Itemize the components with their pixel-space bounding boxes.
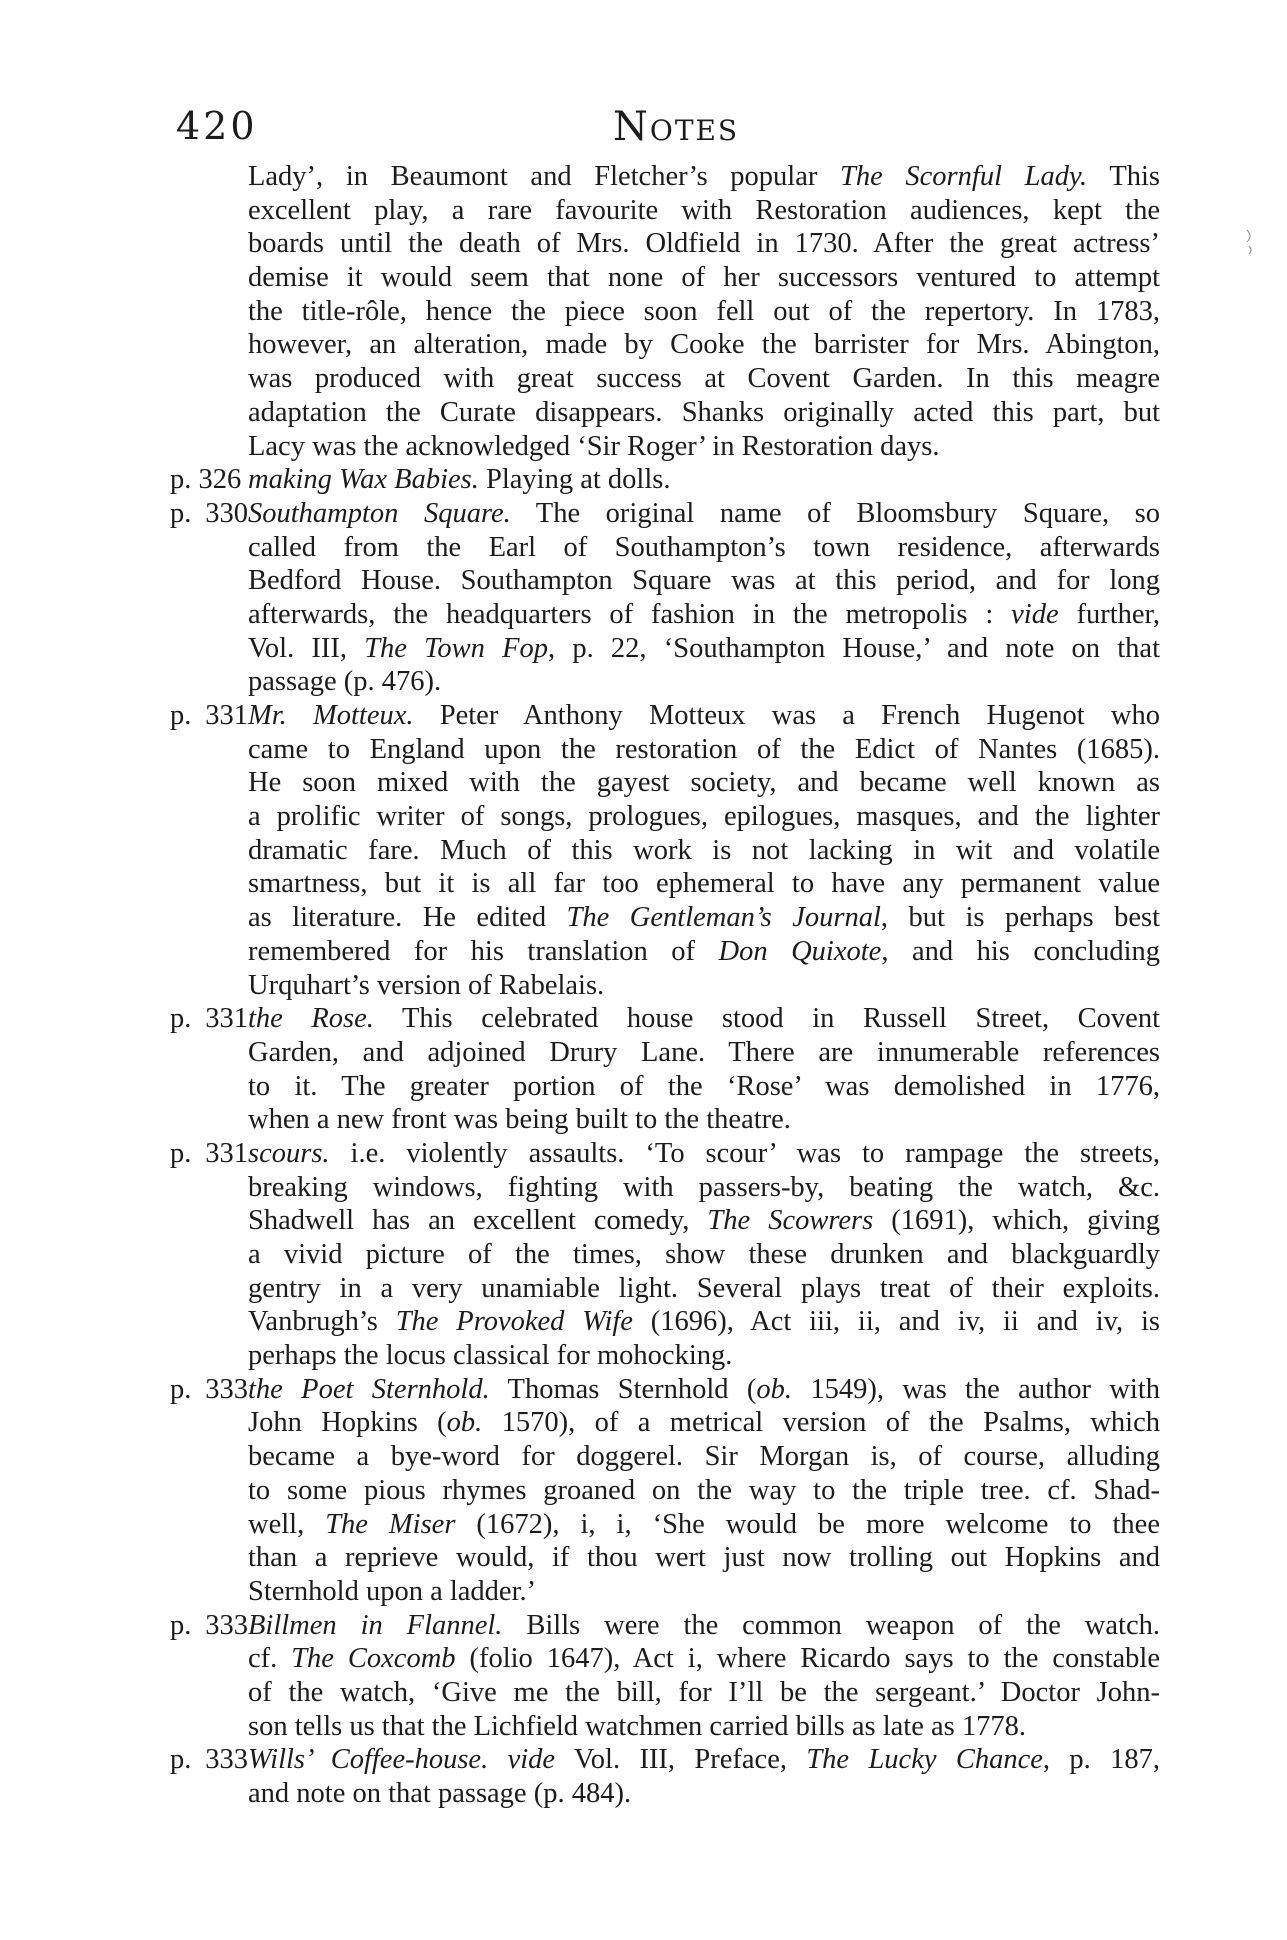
text-segment: smartness, but it is all far too ephemeral to have any permanent value xyxy=(248,868,1160,900)
text-segment: when a new front was being built to the theatre. xyxy=(248,1104,791,1136)
italic-text: scours. xyxy=(248,1137,330,1169)
note-line xyxy=(170,1272,1160,1306)
notes-text xyxy=(170,160,1160,1811)
text-segment: boards until the death of Mrs. Oldfield in 1730. After the great actress’ xyxy=(248,228,1160,260)
text-segment: son tells us that the Lichfield watchmen carried bills as late as 1778. xyxy=(248,1710,1026,1742)
note-line xyxy=(170,1777,1160,1811)
italic-text: the Rose. xyxy=(248,1003,374,1035)
text-segment: Bills were the common weapon of the watch. xyxy=(502,1609,1160,1641)
text-segment: came to England upon the restoration of the Edict of Nantes (1685). xyxy=(248,733,1160,765)
text-segment: Vol. III, xyxy=(248,632,365,664)
italic-text: vide xyxy=(507,1744,556,1776)
text-segment: further, xyxy=(1058,598,1160,630)
text-segment: i.e. violently assaults. ‘To scour’ was to rampage the streets, xyxy=(329,1137,1160,1169)
note-line xyxy=(170,1710,1160,1744)
note-entry-first-line xyxy=(170,1137,1160,1171)
margin-ink-specks xyxy=(1227,0,1287,1000)
page-reference: p. 333 xyxy=(170,1373,248,1405)
italic-text: vide xyxy=(1011,598,1059,630)
text-segment: gentry in a very unamiable light. Several plays treat of their exploits. xyxy=(248,1272,1160,1304)
page-reference: p. 330 xyxy=(170,497,248,529)
text-segment: (1691), which, giving xyxy=(873,1205,1160,1237)
text-segment: Garden, and adjoined Drury Lane. There are innumerable references xyxy=(248,1036,1160,1068)
text-segment: Playing at dolls. xyxy=(478,464,671,496)
note-line xyxy=(170,733,1160,767)
text-segment: was produced with great success at Covent Garden. In this meagre xyxy=(248,363,1160,395)
page-reference: p. 331 xyxy=(170,700,248,731)
italic-text: The Scornful Lady. xyxy=(840,161,1088,192)
note-entry-first-line xyxy=(170,1743,1160,1777)
page-reference: p. 333 xyxy=(170,1609,248,1641)
text-segment: (1696), Act iii, ii, and iv, ii and iv, is xyxy=(632,1306,1161,1338)
italic-text: The Provoked Wife xyxy=(395,1306,633,1338)
ink-speck xyxy=(1247,230,1251,254)
note-line xyxy=(170,430,1160,464)
text-segment: This xyxy=(1087,161,1160,192)
note-line xyxy=(170,1508,1160,1542)
text-segment: adaptation the Curate disappears. Shanks originally acted this part, but xyxy=(248,396,1160,428)
note-entry-first-line xyxy=(170,699,1160,733)
note-line xyxy=(170,362,1160,396)
note-entry-first-line xyxy=(170,463,1160,497)
text-segment: Peter Anthony Motteux was a French Hugenot who xyxy=(413,700,1160,731)
note-line xyxy=(170,598,1160,632)
text-segment: He soon mixed with the gayest society, and became well known as xyxy=(248,767,1160,799)
text-segment: afterwards, the headquarters of fashion in the metropolis : xyxy=(248,598,1012,630)
italic-text: The Miser xyxy=(325,1508,456,1540)
note-line xyxy=(170,1474,1160,1508)
text-segment: a vivid picture of the times, show these drunken and blackguardly xyxy=(248,1239,1160,1270)
italic-text: ob. xyxy=(756,1373,793,1405)
note-line xyxy=(170,969,1160,1003)
text-segment: , and his concluding xyxy=(881,935,1161,967)
note-entry-first-line xyxy=(170,1002,1160,1036)
note-line xyxy=(170,1103,1160,1137)
note-entry-first-line xyxy=(170,1373,1160,1407)
italic-text: Mr. Motteux. xyxy=(248,700,414,731)
note-line xyxy=(170,1070,1160,1104)
note-line xyxy=(170,227,1160,261)
italic-text: ob. xyxy=(446,1407,483,1439)
text-segment: passage (p. 476). xyxy=(248,666,442,698)
note-entry-first-line xyxy=(170,1609,1160,1643)
text-segment: 1570), of a metrical version of the Psalms, which xyxy=(482,1407,1160,1439)
italic-text: Southampton Square. xyxy=(248,497,511,529)
text-segment: Vol. III, Preface, xyxy=(555,1744,807,1776)
note-line xyxy=(170,564,1160,598)
note-line xyxy=(170,867,1160,901)
text-segment: Lady’, in Beaumont and Fletcher’s popular xyxy=(248,161,841,192)
note-line xyxy=(170,194,1160,228)
note-line xyxy=(170,1541,1160,1575)
page-reference: p. 326 xyxy=(170,464,242,496)
text-segment: demise it would seem that none of her successors ventured to attempt xyxy=(248,262,1160,294)
note-line xyxy=(170,901,1160,935)
text-segment: excellent play, a rare favourite with Restoration audiences, kept the xyxy=(248,194,1160,226)
text-segment: of the watch, ‘Give me the bill, for I’ll be the sergeant.’ Doctor John- xyxy=(248,1676,1160,1708)
running-title: Notes xyxy=(612,104,740,150)
text-segment: well, xyxy=(248,1508,326,1540)
text-segment: , but is perhaps best xyxy=(880,902,1160,934)
text-segment: perhaps the locus classical for mohocking. xyxy=(248,1340,733,1372)
text-segment xyxy=(488,1744,507,1775)
text-segment: Thomas Sternhold ( xyxy=(489,1373,757,1405)
note-line xyxy=(170,834,1160,868)
text-segment: cf. xyxy=(248,1643,292,1675)
text-segment: remembered for his translation of xyxy=(248,935,719,967)
note-line xyxy=(170,800,1160,834)
text-segment: as literature. He edited xyxy=(248,902,567,934)
running-header xyxy=(176,104,1176,164)
page-reference: p. 331 xyxy=(170,1137,248,1169)
note-line xyxy=(170,1642,1160,1676)
text-segment: 1549), was the author with xyxy=(792,1373,1161,1405)
italic-text: The Lucky Chance xyxy=(806,1744,1043,1776)
text-segment: Vanbrugh’s xyxy=(248,1306,396,1338)
note-line xyxy=(170,261,1160,295)
text-segment: Urquhart’s version of Rabelais. xyxy=(248,969,605,1001)
note-line xyxy=(170,1036,1160,1070)
italic-text: the Poet Sternhold. xyxy=(248,1373,490,1405)
text-segment: The original name of Bloomsbury Square, so xyxy=(510,497,1160,529)
note-line xyxy=(170,328,1160,362)
italic-text: Wills’ Coffee-house. xyxy=(248,1744,489,1776)
text-segment: (folio 1647), Act i, where Ricardo says to the constable xyxy=(455,1643,1160,1675)
text-segment: This celebrated house stood in Russell Street, Covent xyxy=(373,1003,1160,1035)
note-entry-first-line xyxy=(170,497,1160,531)
note-line xyxy=(170,1676,1160,1710)
note-line xyxy=(170,160,1160,194)
text-segment: to some pious rhymes groaned on the way to the triple tree. cf. Shad- xyxy=(248,1474,1160,1506)
note-line xyxy=(170,1171,1160,1205)
page-reference: p. 331 xyxy=(170,1003,248,1035)
text-segment: Shadwell has an excellent comedy, xyxy=(248,1205,708,1237)
note-line xyxy=(170,1204,1160,1238)
note-line xyxy=(170,935,1160,969)
text-segment: Lacy was the acknowledged ‘Sir Roger’ in Restoration days. xyxy=(248,430,940,462)
text-segment: called from the Earl of Southampton’s town residence, afterwards xyxy=(248,531,1160,563)
note-line xyxy=(170,1238,1160,1272)
text-segment: became a bye-word for doggerel. Sir Morgan is, of course, alluding xyxy=(248,1441,1160,1473)
text-segment: a prolific writer of songs, prologues, epilogues, masques, and the lighter xyxy=(248,801,1160,833)
text-segment: however, an alteration, made by Cooke the barrister for Mrs. Abington, xyxy=(248,329,1160,361)
italic-text: The Gentleman’s Journal xyxy=(566,902,881,934)
note-line xyxy=(170,766,1160,800)
note-line xyxy=(170,1406,1160,1440)
italic-text: making Wax Babies. xyxy=(248,464,479,496)
text-segment: Sternhold upon a ladder.’ xyxy=(248,1575,537,1607)
text-segment: , p. 187, xyxy=(1042,1744,1160,1776)
note-line xyxy=(170,665,1160,699)
italic-text: The Coxcomb xyxy=(291,1643,456,1675)
text-segment: to it. The greater portion of the ‘Rose’ was demolished in 1776, xyxy=(248,1070,1160,1102)
text-segment: , p. 22, ‘Southampton House,’ and note on that xyxy=(548,632,1160,664)
note-line xyxy=(170,396,1160,430)
text-segment: and note on that passage (p. 484). xyxy=(248,1778,632,1809)
text-segment: the title-rôle, hence the piece soon fell out of the repertory. In 1783, xyxy=(248,295,1160,327)
italic-text: The Town Fop xyxy=(364,632,549,664)
text-segment: breaking windows, fighting with passers-by, beating the watch, &c. xyxy=(248,1171,1160,1203)
italic-text: The Scowrers xyxy=(707,1205,874,1237)
text-segment: Bedford House. Southampton Square was at this period, and for long xyxy=(248,565,1160,597)
text-segment: dramatic fare. Much of this work is not lacking in wit and volatile xyxy=(248,834,1160,866)
note-line xyxy=(170,531,1160,565)
note-line xyxy=(170,1305,1160,1339)
note-line xyxy=(170,1339,1160,1373)
note-line xyxy=(170,632,1160,666)
note-line xyxy=(170,1575,1160,1609)
text-segment: than a reprieve would, if thou wert just now trolling out Hopkins and xyxy=(248,1542,1160,1574)
italic-text: Billmen in Flannel. xyxy=(248,1609,503,1641)
text-segment: John Hopkins ( xyxy=(248,1407,447,1439)
page-reference: p. 333 xyxy=(170,1744,248,1776)
note-line xyxy=(170,295,1160,329)
note-line xyxy=(170,1440,1160,1474)
page-number: 420 xyxy=(176,104,258,148)
text-segment: (1672), i, i, ‘She would be more welcome to thee xyxy=(455,1508,1160,1540)
italic-text: Don Quixote xyxy=(718,935,882,967)
